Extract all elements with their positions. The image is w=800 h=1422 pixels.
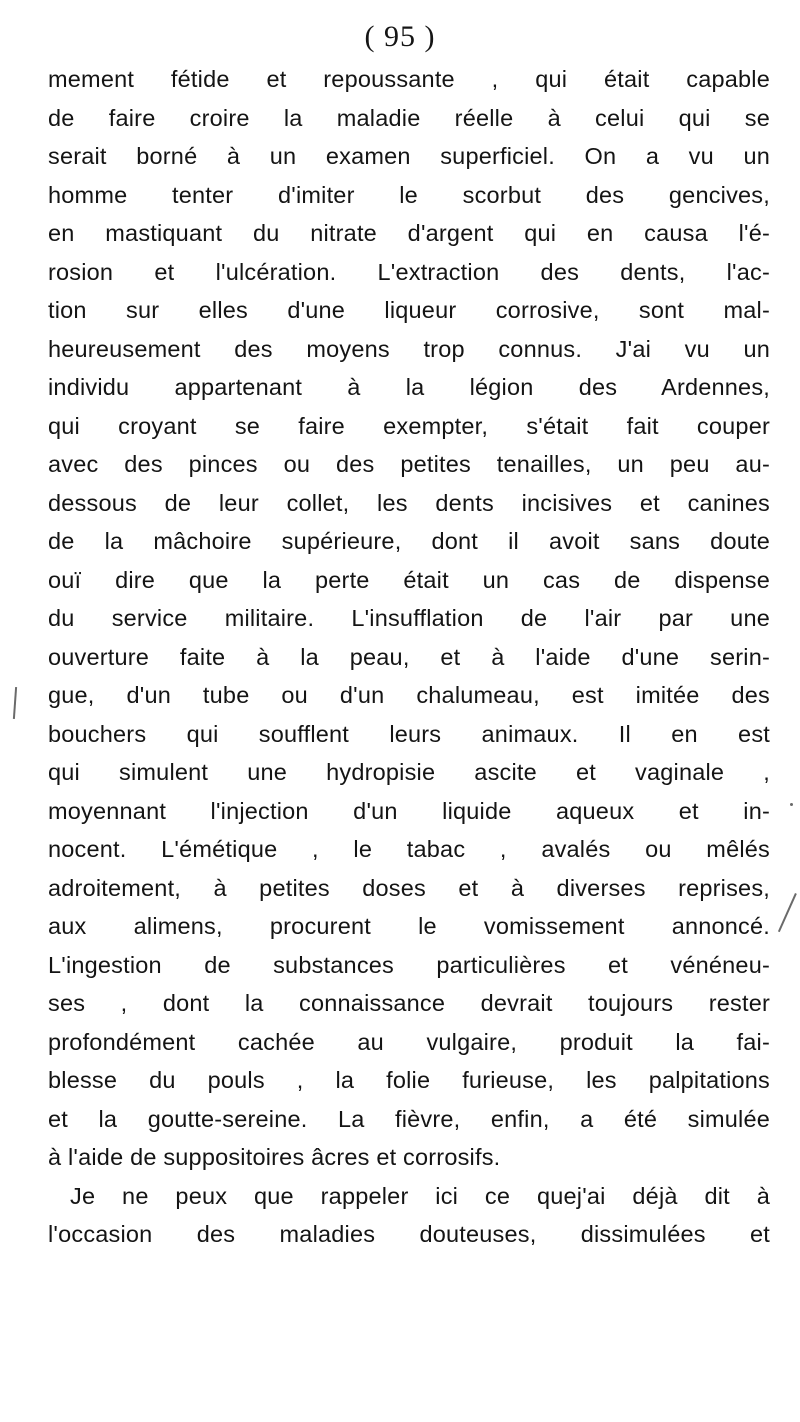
margin-tick-mark: [13, 687, 17, 719]
text-line: avec des pinces ou des petites tenailles, un peu au-: [48, 451, 770, 477]
margin-dot-mark: [790, 803, 793, 806]
text-line: qui simulent une hydropisie ascite et vaginale ,: [48, 759, 770, 785]
text-line: nocent. L'émétique , le tabac , avalés ou mêlés: [48, 836, 770, 862]
paragraph-first-line: Je ne peux que rappeler ici ce quej'ai déjà dit à: [70, 1182, 770, 1209]
text-line: serait borné à un examen superficiel. On a vu un: [48, 143, 770, 169]
paragraph-last-line: à l'aide de suppositoires âcres et corrosifs.: [48, 1144, 501, 1170]
text-line: moyennant l'injection d'un liquide aqueux et in-: [48, 797, 770, 824]
text-line: ouverture faite à la peau, et à l'aide d'une serin-: [48, 643, 770, 670]
text-line: du service militaire. L'insufflation de l'air par une: [48, 605, 770, 631]
text-line: L'ingestion de substances particulières et vénéneu-: [48, 951, 770, 978]
text-line: l'occasion des maladies douteuses, dissimulées et: [48, 1221, 770, 1247]
text-line: profondément cachée au vulgaire, produit la fai-: [48, 1028, 770, 1055]
text-line: ses , dont la connaissance devrait toujours rester: [48, 990, 770, 1016]
text-line: blesse du pouls , la folie furieuse, les palpitations: [48, 1067, 770, 1093]
body-text: [48, 60, 770, 1254]
margin-slash-mark: [778, 893, 796, 932]
text-line: qui croyant se faire exempter, s'était fait couper: [48, 412, 770, 439]
text-line: et la goutte-sereine. La fièvre, enfin, a été simulée: [48, 1105, 770, 1132]
text-line: individu appartenant à la légion des Ardennes,: [48, 374, 770, 400]
text-line: heureusement des moyens trop connus. J'ai vu un: [48, 335, 770, 362]
text-line: bouchers qui soufflent leurs animaux. Il en est: [48, 720, 770, 747]
text-line: dessous de leur collet, les dents incisives et canines: [48, 489, 770, 516]
text-line: aux alimens, procurent le vomissement annoncé.: [48, 913, 770, 939]
text-line: en mastiquant du nitrate d'argent qui en causa l'é-: [48, 220, 770, 246]
text-line: rosion et l'ulcération. L'extraction des dents, l'ac-: [48, 258, 770, 285]
text-line: de faire croire la maladie réelle à celui qui se: [48, 104, 770, 131]
text-line: gue, d'un tube ou d'un chalumeau, est imitée des: [48, 682, 770, 708]
text-line: mement fétide et repoussante , qui était capable: [48, 66, 770, 92]
text-line: tion sur elles d'une liqueur corrosive, sont mal-: [48, 297, 770, 323]
text-line: de la mâchoire supérieure, dont il avoit sans doute: [48, 528, 770, 554]
page-number: ( 95 ): [364, 20, 436, 53]
text-line: homme tenter d'imiter le scorbut des gencives,: [48, 181, 770, 208]
text-line: ouï dire que la perte était un cas de dispense: [48, 566, 770, 593]
text-line: adroitement, à petites doses et à diverses reprises,: [48, 874, 770, 901]
